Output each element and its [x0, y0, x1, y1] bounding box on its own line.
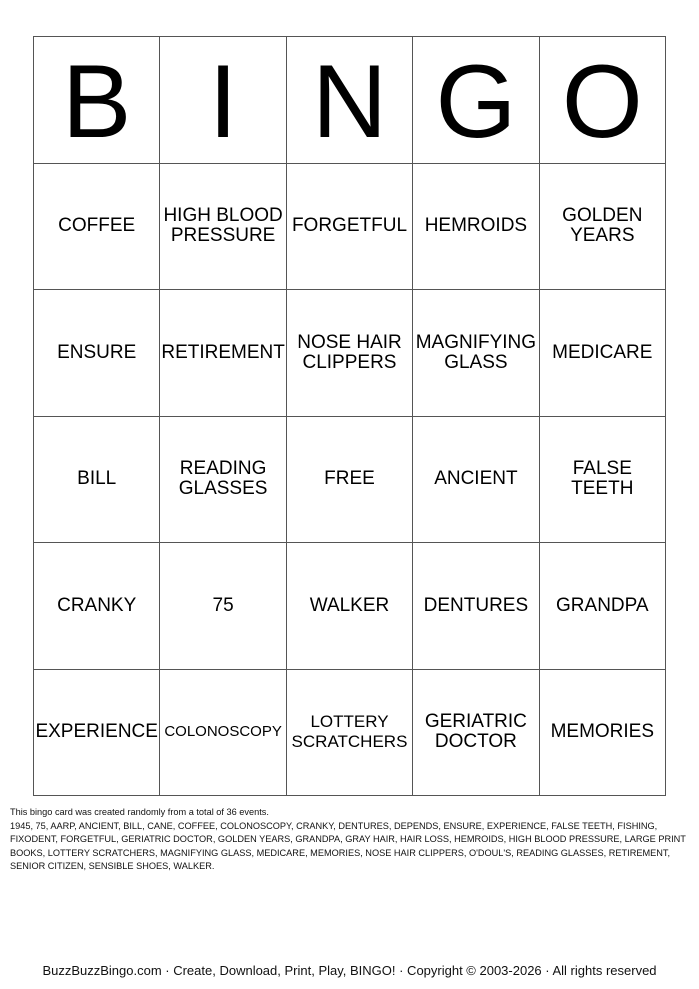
bingo-cell: MEMORIES — [540, 670, 666, 797]
bingo-cell: HIGH BLOOD PRESSURE — [160, 164, 286, 291]
bingo-cell: MAGNIFYING GLASS — [413, 290, 539, 417]
header-letter-g: G — [413, 37, 539, 164]
bingo-cell: READING GLASSES — [160, 417, 286, 544]
bingo-cell: HEMROIDS — [413, 164, 539, 291]
bingo-cell: WALKER — [287, 543, 413, 670]
card-info — [10, 806, 690, 874]
bingo-cell: CRANKY — [34, 543, 160, 670]
info-event-list: 1945, 75, AARP, ANCIENT, BILL, CANE, COFFEE, COLONOSCOPY, CRANKY, DENTURES, DEPENDS, ENSURE, EXPERIENCE, FALSE TEETH, FISHING, FIXODENT, FORGETFUL, GERIATRIC DOCTOR, GOLDEN YEARS, GRANDPA, GRAY HAIR, HAIR LOSS, HEMROIDS, HIGH BLOOD PRESSURE, LARGE PRINT BOOKS, LOTTERY SCRATCHERS, MAGNIFYING GLASS, MEDICARE, MEMORIES, NOSE HAIR CLIPPERS, O'DOUL'S, READING GLASSES, RETIREMENT, SENIOR CITIZEN, SENSIBLE SHOES, WALKER. — [10, 820, 686, 871]
bingo-cell: BILL — [34, 417, 160, 544]
bingo-cell: NOSE HAIR CLIPPERS — [287, 290, 413, 417]
bingo-cell: MEDICARE — [540, 290, 666, 417]
bingo-card — [33, 36, 666, 796]
bingo-cell: ENSURE — [34, 290, 160, 417]
bingo-cell: ANCIENT — [413, 417, 539, 544]
bingo-cell: GOLDEN YEARS — [540, 164, 666, 291]
header-letter-b: B — [34, 37, 160, 164]
bingo-cell: FORGETFUL — [287, 164, 413, 291]
header-letter-n: N — [287, 37, 413, 164]
header-letter-o: O — [540, 37, 666, 164]
header-letter-i: I — [160, 37, 286, 164]
bingo-cell: 75 — [160, 543, 286, 670]
bingo-cell: EXPERIENCE — [34, 670, 160, 797]
free-space-cell: FREE — [287, 417, 413, 544]
page-footer: BuzzBuzzBingo.com · Create, Download, Print, Play, BINGO! · Copyright © 2003-2026 · All rights reserved — [42, 963, 657, 978]
bingo-cell: GRANDPA — [540, 543, 666, 670]
bingo-cell: COFFEE — [34, 164, 160, 291]
bingo-cell: FALSE TEETH — [540, 417, 666, 544]
bingo-cell: RETIREMENT — [160, 290, 286, 417]
bingo-cell: LOTTERY SCRATCHERS — [287, 670, 413, 797]
bingo-cell: DENTURES — [413, 543, 539, 670]
bingo-cell: COLONOSCOPY — [160, 670, 286, 797]
info-summary: This bingo card was created randomly from a total of 36 events. — [10, 807, 269, 817]
bingo-cell: GERIATRIC DOCTOR — [413, 670, 539, 797]
